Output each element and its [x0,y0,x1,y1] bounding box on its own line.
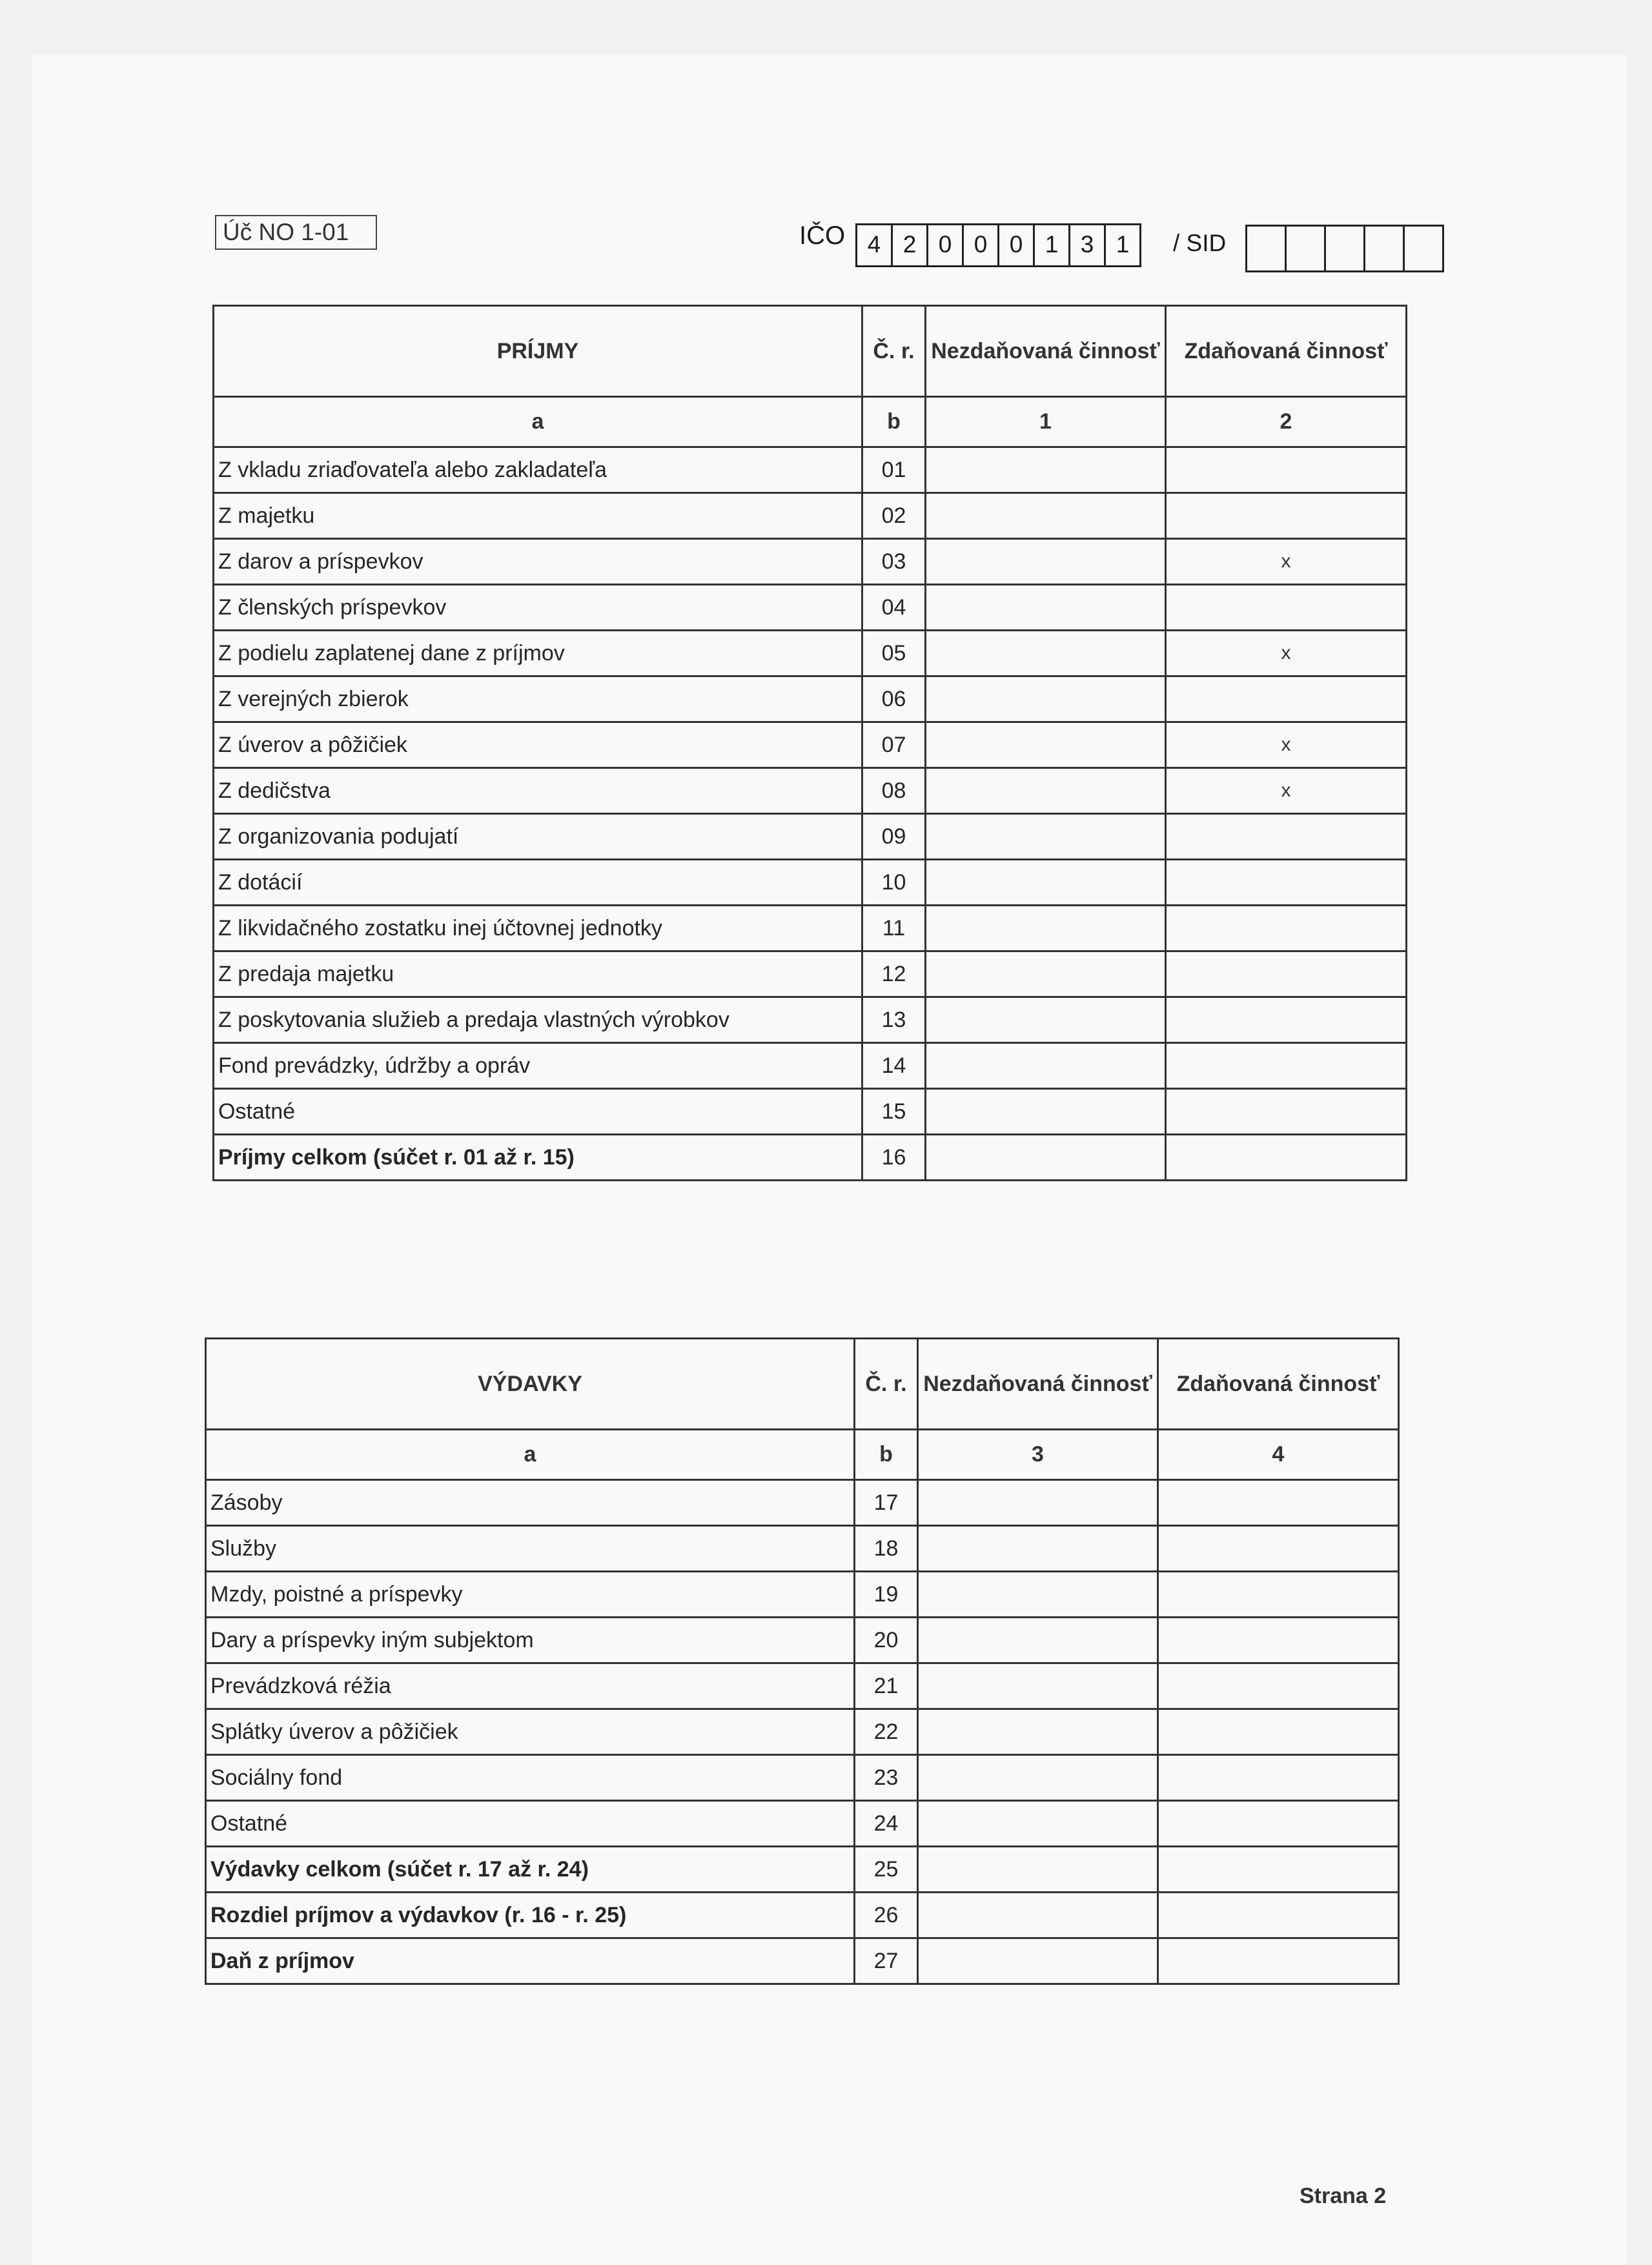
income-row [214,447,1407,493]
income-row-nontaxed-value[interactable] [926,814,1166,860]
income-row [214,1135,1407,1181]
income-row-taxed-value[interactable] [1166,1135,1407,1181]
income-row-number: 16 [862,1135,926,1181]
expenses-row-label: Služby [206,1526,855,1572]
ico-boxes [855,223,1141,267]
income-row-taxed-value[interactable] [1166,951,1407,997]
expenses-row-number: 20 [855,1618,918,1663]
income-row-label: Z dotácií [214,860,862,906]
expenses-row [206,1618,1399,1663]
income-row-nontaxed-value[interactable] [926,951,1166,997]
expenses-row-nontaxed-value[interactable] [918,1618,1158,1663]
expenses-sub-c2: 4 [1158,1430,1399,1480]
expenses-row-taxed-value[interactable] [1158,1709,1399,1755]
income-row-number: 04 [862,585,926,631]
income-row-nontaxed-value[interactable] [926,1135,1166,1181]
expenses-title: VÝDAVKY [206,1339,855,1430]
income-sub-c1: 1 [926,397,1166,447]
income-row-taxed-value[interactable] [1166,493,1407,539]
income-row-taxed-value[interactable] [1166,676,1407,722]
income-row-label: Z členských príspevkov [214,585,862,631]
income-row [214,585,1407,631]
expenses-row [206,1938,1399,1984]
sid-digit[interactable] [1365,227,1405,270]
expenses-row-label: Rozdiel príjmov a výdavkov (r. 16 - r. 25) [206,1893,855,1938]
expenses-row-number: 18 [855,1526,918,1572]
income-row-label: Z úverov a pôžičiek [214,722,862,768]
expenses-row-number: 25 [855,1847,918,1893]
expenses-row [206,1572,1399,1618]
income-row-taxed-value[interactable] [1166,1089,1407,1135]
expenses-row-taxed-value[interactable] [1158,1526,1399,1572]
expenses-row-taxed-value[interactable] [1158,1938,1399,1984]
income-row-number: 11 [862,906,926,951]
income-row-label: Z podielu zaplatenej dane z príjmov [214,631,862,676]
income-row-number: 02 [862,493,926,539]
income-table [212,305,1407,1181]
income-row-label: Z vkladu zriaďovateľa alebo zakladateľa [214,447,862,493]
income-row-number: 05 [862,631,926,676]
expenses-subheader-row [206,1430,1399,1480]
income-row-taxed-value[interactable] [1166,997,1407,1043]
income-row-number: 12 [862,951,926,997]
income-row-nontaxed-value[interactable] [926,997,1166,1043]
expenses-row-taxed-value[interactable] [1158,1618,1399,1663]
sid-label: / SID [1173,230,1227,256]
income-row [214,722,1407,768]
income-row-label: Z verejných zbierok [214,676,862,722]
expenses-row-nontaxed-value[interactable] [918,1893,1158,1938]
expenses-header-row [206,1339,1399,1430]
income-header-row [214,306,1407,397]
income-row-nontaxed-value[interactable] [926,631,1166,676]
income-row [214,768,1407,814]
income-row-number: 10 [862,860,926,906]
income-row-nontaxed-value[interactable] [926,585,1166,631]
expenses-row [206,1893,1399,1938]
ico-digit[interactable]: 1 [1035,225,1070,265]
expenses-row-label: Daň z príjmov [206,1938,855,1984]
expenses-row-nontaxed-value[interactable] [918,1938,1158,1984]
expenses-row [206,1663,1399,1709]
expenses-row-label: Mzdy, poistné a príspevky [206,1572,855,1618]
ico-digit[interactable]: 1 [1106,225,1141,265]
expenses-row-taxed-value[interactable] [1158,1572,1399,1618]
income-row-nontaxed-value[interactable] [926,676,1166,722]
expenses-row [206,1709,1399,1755]
income-row [214,539,1407,585]
income-row-taxed-value[interactable]: x [1166,539,1407,585]
expenses-row-taxed-value[interactable] [1158,1847,1399,1893]
income-sub-b: b [862,397,926,447]
ico-digit[interactable]: 0 [999,225,1035,265]
income-row [214,860,1407,906]
expenses-sub-c1: 3 [918,1430,1158,1480]
ico-digit[interactable]: 4 [857,225,893,265]
expenses-row-taxed-value[interactable] [1158,1801,1399,1847]
expenses-row-nontaxed-value[interactable] [918,1755,1158,1801]
ico-digit[interactable]: 2 [893,225,928,265]
income-row [214,951,1407,997]
expenses-row-number: 19 [855,1572,918,1618]
income-row-taxed-value[interactable] [1166,1043,1407,1089]
income-row-label: Ostatné [214,1089,862,1135]
expenses-row [206,1847,1399,1893]
income-row-nontaxed-value[interactable] [926,493,1166,539]
income-row [214,631,1407,676]
expenses-row [206,1755,1399,1801]
income-col-row: Č. r. [862,306,926,397]
ico-label: IČO [799,221,846,250]
expenses-row-number: 22 [855,1709,918,1755]
income-row-taxed-value[interactable] [1166,860,1407,906]
income-row [214,906,1407,951]
expenses-row-number: 27 [855,1938,918,1984]
income-row-number: 13 [862,997,926,1043]
income-row [214,676,1407,722]
expenses-row-taxed-value[interactable] [1158,1893,1399,1938]
income-row-nontaxed-value[interactable] [926,1089,1166,1135]
income-row-number: 03 [862,539,926,585]
income-row-label: Fond prevádzky, údržby a opráv [214,1043,862,1089]
ico-digit[interactable]: 0 [928,225,964,265]
expenses-row [206,1526,1399,1572]
expenses-row-number: 21 [855,1663,918,1709]
expenses-sub-b: b [855,1430,918,1480]
expenses-col-nontaxed: Nezdaňovaná činnosť [918,1339,1158,1430]
expenses-table [205,1337,1400,1985]
income-row-label: Z likvidačného zostatku inej účtovnej jednotky [214,906,862,951]
expenses-row-label: Sociálny fond [206,1755,855,1801]
expenses-row-number: 23 [855,1755,918,1801]
income-row-nontaxed-value[interactable] [926,860,1166,906]
income-row-nontaxed-value[interactable] [926,768,1166,814]
expenses-row-label: Prevádzková réžia [206,1663,855,1709]
sid-digit[interactable] [1247,227,1287,270]
income-col-nontaxed: Nezdaňovaná činnosť [926,306,1166,397]
page-number: Strana 2 [1300,2184,1387,2208]
sid-digit[interactable] [1405,227,1444,270]
income-row-label: Z darov a príspevkov [214,539,862,585]
expenses-row-nontaxed-value[interactable] [918,1572,1158,1618]
expenses-row-label: Splátky úverov a pôžičiek [206,1709,855,1755]
income-row-label: Z organizovania podujatí [214,814,862,860]
expenses-row-taxed-value[interactable] [1158,1755,1399,1801]
form-code: Úč NO 1-01 [215,215,377,250]
income-row-label: Z poskytovania služieb a predaja vlastných výrobkov [214,997,862,1043]
income-subheader-row [214,397,1407,447]
expenses-row-nontaxed-value[interactable] [918,1709,1158,1755]
income-row-number: 06 [862,676,926,722]
expenses-row-label: Dary a príspevky iným subjektom [206,1618,855,1663]
income-row-taxed-value[interactable] [1166,447,1407,493]
income-row-number: 08 [862,768,926,814]
expenses-row-taxed-value[interactable] [1158,1663,1399,1709]
expenses-row [206,1480,1399,1526]
income-row [214,814,1407,860]
income-row-label: Z predaja majetku [214,951,862,997]
ico-digit[interactable]: 0 [964,225,999,265]
expenses-row-number: 17 [855,1480,918,1526]
income-row-nontaxed-value[interactable] [926,722,1166,768]
expenses-col-taxed: Zdaňovaná činnosť [1158,1339,1399,1430]
income-title: PRÍJMY [214,306,862,397]
income-row-taxed-value[interactable] [1166,585,1407,631]
income-row-number: 07 [862,722,926,768]
income-row-label: Z majetku [214,493,862,539]
expenses-sub-a: a [206,1430,855,1480]
income-row-taxed-value[interactable]: x [1166,722,1407,768]
income-row-number: 14 [862,1043,926,1089]
expenses-row-nontaxed-value[interactable] [918,1526,1158,1572]
expenses-row-number: 24 [855,1801,918,1847]
income-row-taxed-value[interactable] [1166,814,1407,860]
sid-boxes [1245,225,1444,272]
income-col-taxed: Zdaňovaná činnosť [1166,306,1407,397]
income-row-number: 09 [862,814,926,860]
expenses-row-nontaxed-value[interactable] [918,1480,1158,1526]
income-row-label: Z dedičstva [214,768,862,814]
income-row-taxed-value[interactable] [1166,906,1407,951]
ico-digit[interactable]: 3 [1070,225,1106,265]
expenses-row-label: Zásoby [206,1480,855,1526]
expenses-row-number: 26 [855,1893,918,1938]
income-row-taxed-value[interactable]: x [1166,631,1407,676]
income-row [214,1043,1407,1089]
expenses-col-row: Č. r. [855,1339,918,1430]
expenses-row-nontaxed-value[interactable] [918,1801,1158,1847]
income-row [214,493,1407,539]
income-row-nontaxed-value[interactable] [926,1043,1166,1089]
income-row [214,1089,1407,1135]
income-row-taxed-value[interactable]: x [1166,768,1407,814]
income-row-nontaxed-value[interactable] [926,447,1166,493]
income-row-nontaxed-value[interactable] [926,906,1166,951]
expenses-row [206,1801,1399,1847]
income-row-number: 15 [862,1089,926,1135]
expenses-row-label: Ostatné [206,1801,855,1847]
income-row-number: 01 [862,447,926,493]
income-row-nontaxed-value[interactable] [926,539,1166,585]
expenses-row-nontaxed-value[interactable] [918,1663,1158,1709]
income-row-label: Príjmy celkom (súčet r. 01 až r. 15) [214,1135,862,1181]
income-sub-c2: 2 [1166,397,1407,447]
sid-digit[interactable] [1287,227,1326,270]
income-row [214,997,1407,1043]
expenses-row-taxed-value[interactable] [1158,1480,1399,1526]
sid-digit[interactable] [1326,227,1365,270]
income-sub-a: a [214,397,862,447]
expenses-row-nontaxed-value[interactable] [918,1847,1158,1893]
expenses-row-label: Výdavky celkom (súčet r. 17 až r. 24) [206,1847,855,1893]
